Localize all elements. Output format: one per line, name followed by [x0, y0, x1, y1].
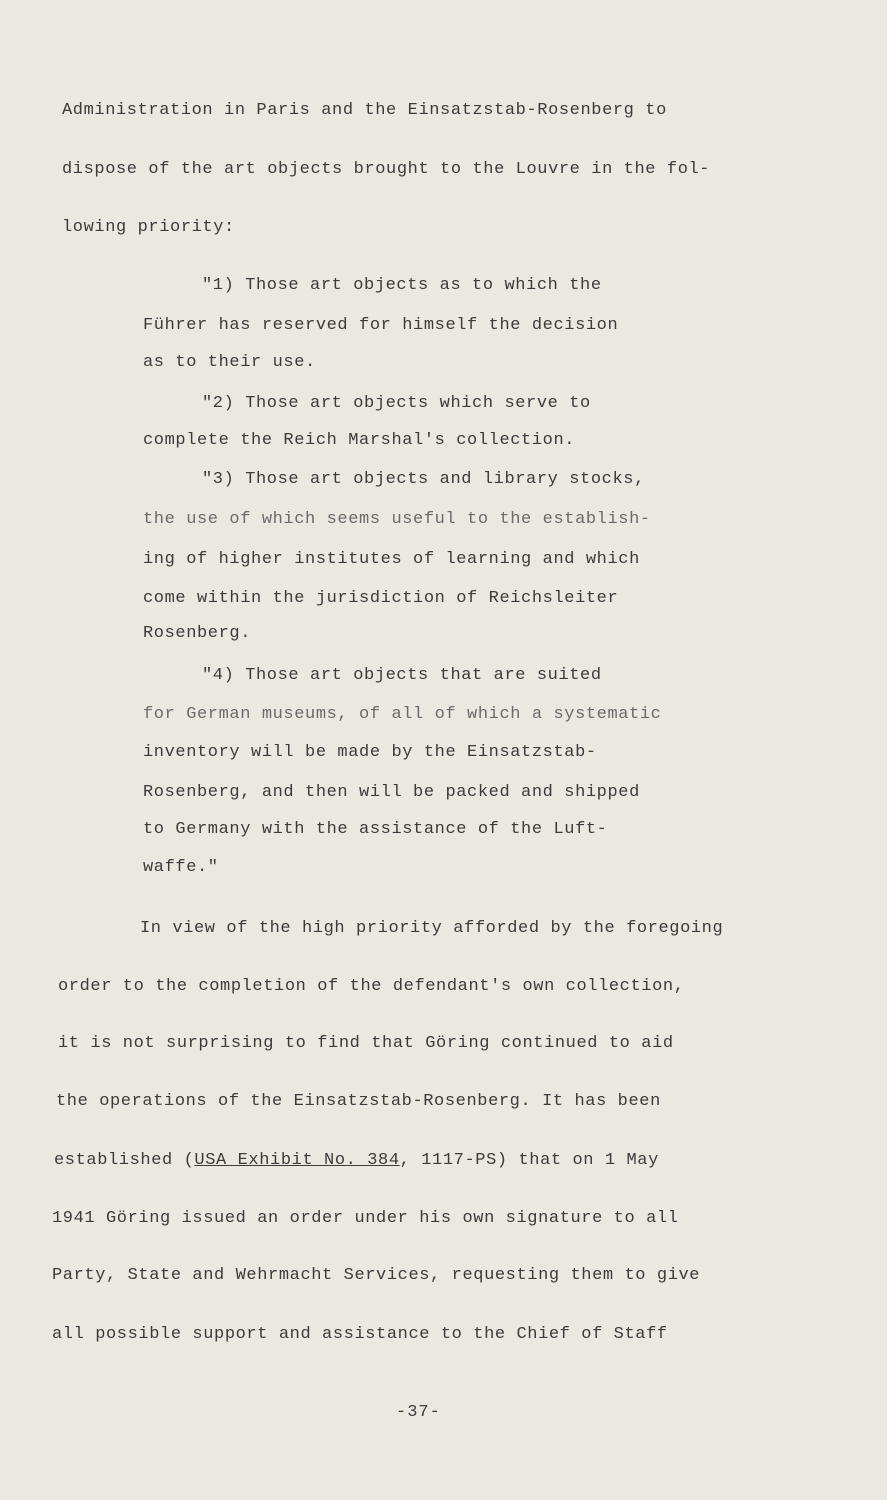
text-line: order to the completion of the defendant's own collection, — [58, 977, 685, 996]
text-line: dispose of the art objects brought to the Louvre in the fol- — [62, 160, 711, 179]
text-line: 1941 Göring issued an order under his own signature to all — [52, 1209, 679, 1228]
text-line: all possible support and assistance to the Chief of Staff — [52, 1325, 668, 1344]
quote-line: "3) Those art objects and library stocks, — [202, 470, 645, 489]
quote-line: waffe." — [143, 858, 219, 877]
quote-line: inventory will be made by the Einsatzstab- — [143, 743, 597, 762]
quote-line: as to their use. — [143, 353, 316, 372]
quote-line: "2) Those art objects which serve to — [202, 394, 591, 413]
text-line — [54, 1151, 659, 1170]
text-line: Administration in Paris and the Einsatzstab-Rosenberg to — [62, 101, 667, 120]
quote-line: to Germany with the assistance of the Luft- — [143, 820, 608, 839]
quote-line: "1) Those art objects as to which the — [202, 276, 602, 295]
quote-line: for German museums, of all of which a systematic — [143, 705, 662, 724]
quote-line: complete the Reich Marshal's collection. — [143, 431, 576, 450]
exhibit-reference: USA Exhibit No. 384 — [194, 1151, 400, 1170]
text-line: it is not surprising to find that Göring continued to aid — [58, 1034, 674, 1053]
text-segment: , 1117-PS) that on 1 May — [399, 1151, 659, 1170]
quote-line: Führer has reserved for himself the decision — [143, 316, 619, 335]
text-line: Party, State and Wehrmacht Services, requesting them to give — [52, 1266, 701, 1285]
quote-line: Rosenberg. — [143, 624, 252, 643]
quote-line: come within the jurisdiction of Reichsleiter — [143, 589, 619, 608]
quote-line: "4) Those art objects that are suited — [202, 666, 602, 685]
text-line: In view of the high priority afforded by the foregoing — [140, 919, 724, 938]
text-line: the operations of the Einsatzstab-Rosenberg. It has been — [56, 1092, 661, 1111]
text-line: lowing priority: — [62, 218, 235, 237]
quote-line: the use of which seems useful to the establish- — [143, 510, 651, 529]
quote-line: ing of higher institutes of learning and which — [143, 550, 640, 569]
quote-line: Rosenberg, and then will be packed and shipped — [143, 783, 640, 802]
text-segment: established ( — [54, 1151, 195, 1170]
page-number: -37- — [396, 1403, 441, 1422]
